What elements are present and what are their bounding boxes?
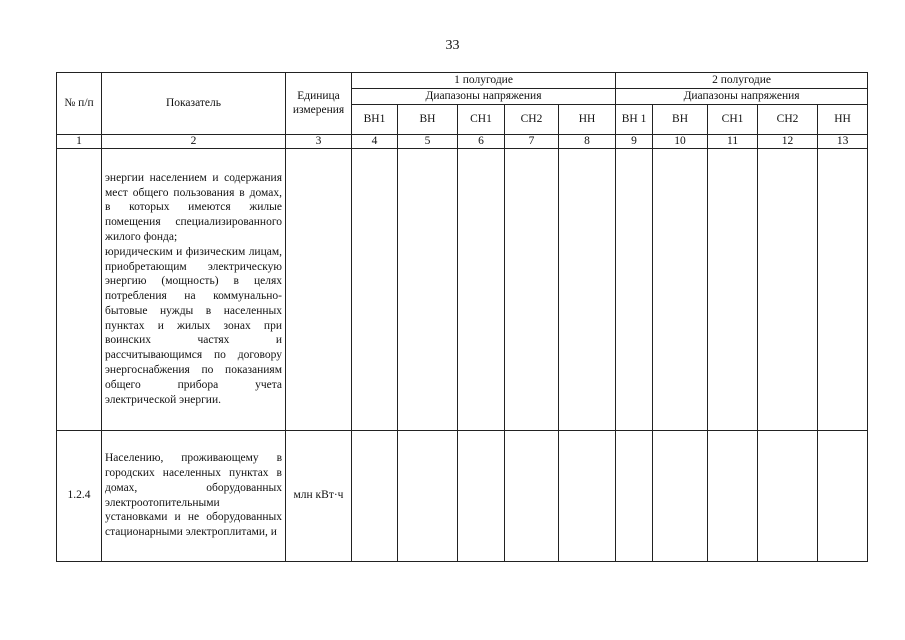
value-cell (818, 430, 868, 561)
column-number: 9 (616, 134, 653, 148)
value-cell (505, 430, 559, 561)
value-cell (653, 430, 708, 561)
value-cell (758, 148, 818, 430)
tariff-table (56, 72, 868, 562)
value-cell (505, 148, 559, 430)
column-number: 8 (559, 134, 616, 148)
column-number: 13 (818, 134, 868, 148)
column-number: 11 (708, 134, 758, 148)
value-cell (458, 148, 505, 430)
header-h1-col: ВН1 (352, 104, 398, 134)
unit-cell: млн кВт·ч (286, 430, 352, 561)
column-number: 1 (57, 134, 102, 148)
row-number (57, 148, 102, 430)
table-row (57, 148, 868, 430)
header-half-2: 2 полугодие (616, 73, 868, 89)
value-cell (559, 148, 616, 430)
header-indicator: Показатель (102, 73, 286, 135)
value-cell (653, 148, 708, 430)
column-number: 12 (758, 134, 818, 148)
value-cell (758, 430, 818, 561)
value-cell (398, 430, 458, 561)
unit-cell (286, 148, 352, 430)
column-number-row (57, 134, 868, 148)
header-h2-col: ВН (653, 104, 708, 134)
header-ranges-2: Диапазоны напряжения (616, 88, 868, 104)
column-number: 3 (286, 134, 352, 148)
indicator-cell (102, 148, 286, 430)
header-h1-col: ВН (398, 104, 458, 134)
header-row-halves (57, 73, 868, 89)
indicator-text: энергии населением и содержания мест общего пользования в домах, в которых имеются жилые помещения специализированного жилого фонда; (105, 171, 282, 243)
indicator-text: юридическим и физическим лицам, приобретающим электрическую энергию (мощность) в целях потребления на коммунально-бытовые нужды в населенных пунктах и жилых зонах при воинских частях и рассчитывающимся по договору энергоснабжения по показаниям общего прибора учета электрической энергии. (105, 245, 282, 406)
header-num: № п/п (57, 73, 102, 135)
row-number: 1.2.4 (57, 430, 102, 561)
value-cell (616, 430, 653, 561)
header-h1-col: НН (559, 104, 616, 134)
header-h2-col: ВН 1 (616, 104, 653, 134)
value-cell (818, 148, 868, 430)
column-number: 4 (352, 134, 398, 148)
header-h2-col: НН (818, 104, 868, 134)
indicator-text: Населению, проживающему в городских населенных пунктах в домах, оборудованных электроотопительными установками и не оборудованных стационарными электроплитами, и (105, 452, 282, 539)
header-unit: Единица измерения (286, 73, 352, 135)
value-cell (458, 430, 505, 561)
column-number: 6 (458, 134, 505, 148)
value-cell (559, 430, 616, 561)
column-number: 2 (102, 134, 286, 148)
header-ranges-1: Диапазоны напряжения (352, 88, 616, 104)
header-h2-col: СН1 (708, 104, 758, 134)
header-h2-col: СН2 (758, 104, 818, 134)
value-cell (352, 148, 398, 430)
value-cell (398, 148, 458, 430)
header-h1-col: СН2 (505, 104, 559, 134)
page-number: 33 (445, 38, 460, 53)
table-row (57, 430, 868, 561)
value-cell (616, 148, 653, 430)
value-cell (352, 430, 398, 561)
column-number: 5 (398, 134, 458, 148)
header-half-1: 1 полугодие (352, 73, 616, 89)
column-number: 7 (505, 134, 559, 148)
value-cell (708, 148, 758, 430)
indicator-cell (102, 430, 286, 561)
header-h1-col: СН1 (458, 104, 505, 134)
column-number: 10 (653, 134, 708, 148)
value-cell (708, 430, 758, 561)
